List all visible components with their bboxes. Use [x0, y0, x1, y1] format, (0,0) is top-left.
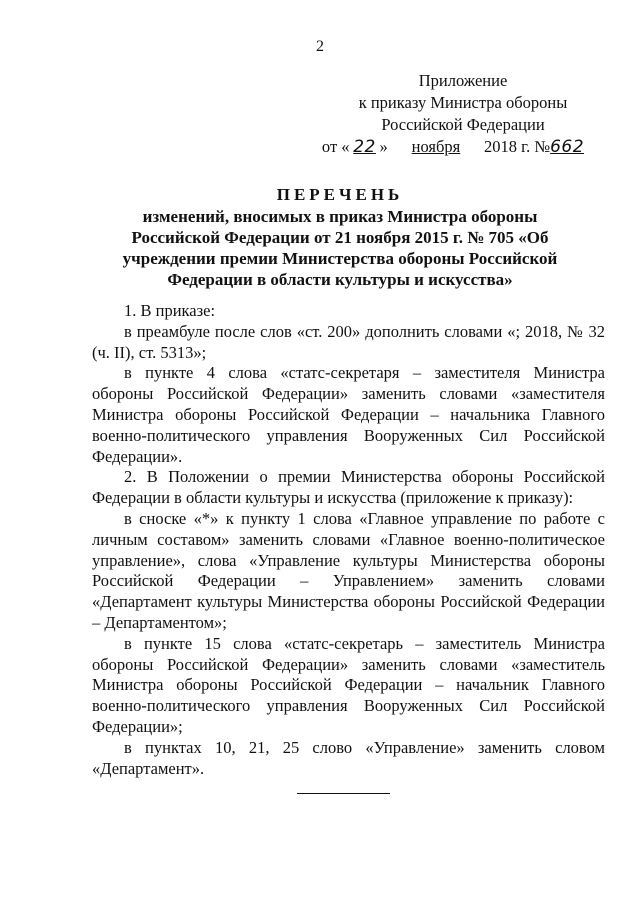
paragraph: в преамбуле после слов «ст. 200» дополнить словами «; 2018, № 32 (ч. II), ст. 5313»;: [92, 321, 605, 362]
page-number: 2: [316, 38, 324, 55]
end-rule: [297, 793, 390, 794]
date-month: ноября: [411, 137, 461, 156]
paragraph: в пункте 15 слова «статс-секретарь – заместитель Министра обороны Российской Федерации» заменить словами «заместитель Министра обороны Российской Федерации – начальник Главного военно-политического управления Вооруженных Сил Российской Федерации»;: [92, 633, 605, 736]
order-number: 662: [550, 137, 585, 157]
date-year: 2018 г. №: [484, 137, 551, 156]
date-mid: »: [379, 137, 388, 156]
title-heading: ПЕРЕЧЕНЬ: [276, 185, 404, 204]
date-prefix: от «: [321, 137, 350, 156]
appendix-line-2: к приказу Министра обороны: [358, 93, 568, 112]
paragraph: 2. В Положении о премии Министерства обороны Российской Федерации в области культуры и искусства (приложение к приказу):: [92, 467, 605, 508]
appendix-date-line: [316, 136, 610, 158]
title-subtitle: изменений, вносимых в приказ Министра обороны Российской Федерации от 21 ноября 2015 г. № 705 «Об учреждении премии Министерства обороны Российской Федерации в области культуры и искусства»: [122, 207, 558, 289]
appendix-block: [316, 70, 610, 158]
document-title: [100, 184, 580, 290]
appendix-line-1: Приложение: [418, 71, 508, 90]
paragraph: в пунктах 10, 21, 25 слово «Управление» заменить словом «Департамент».: [92, 737, 605, 778]
paragraph: 1. В приказе:: [124, 301, 216, 320]
paragraph: в сноске «*» к пункту 1 слова «Главное управление по работе с личным составом» заменить словами «Главное военно-политическое управление», слова «Управление культуры Министерства обороны Российской Федерации – Управлением» заменить словами «Департамент культуры Министерства обороны Российской Федерации – Департаментом»;: [92, 508, 605, 632]
date-day: 22: [353, 137, 376, 157]
appendix-line-3: Российской Федерации: [381, 115, 545, 134]
document-body: [92, 301, 605, 779]
paragraph: в пункте 4 слова «статс-секретаря – заместителя Министра обороны Российской Федерации» заменить словами «заместителя Министра обороны Российской Федерации – начальника Главного военно-политического управления Вооруженных Сил Российской Федерации».: [92, 363, 605, 466]
